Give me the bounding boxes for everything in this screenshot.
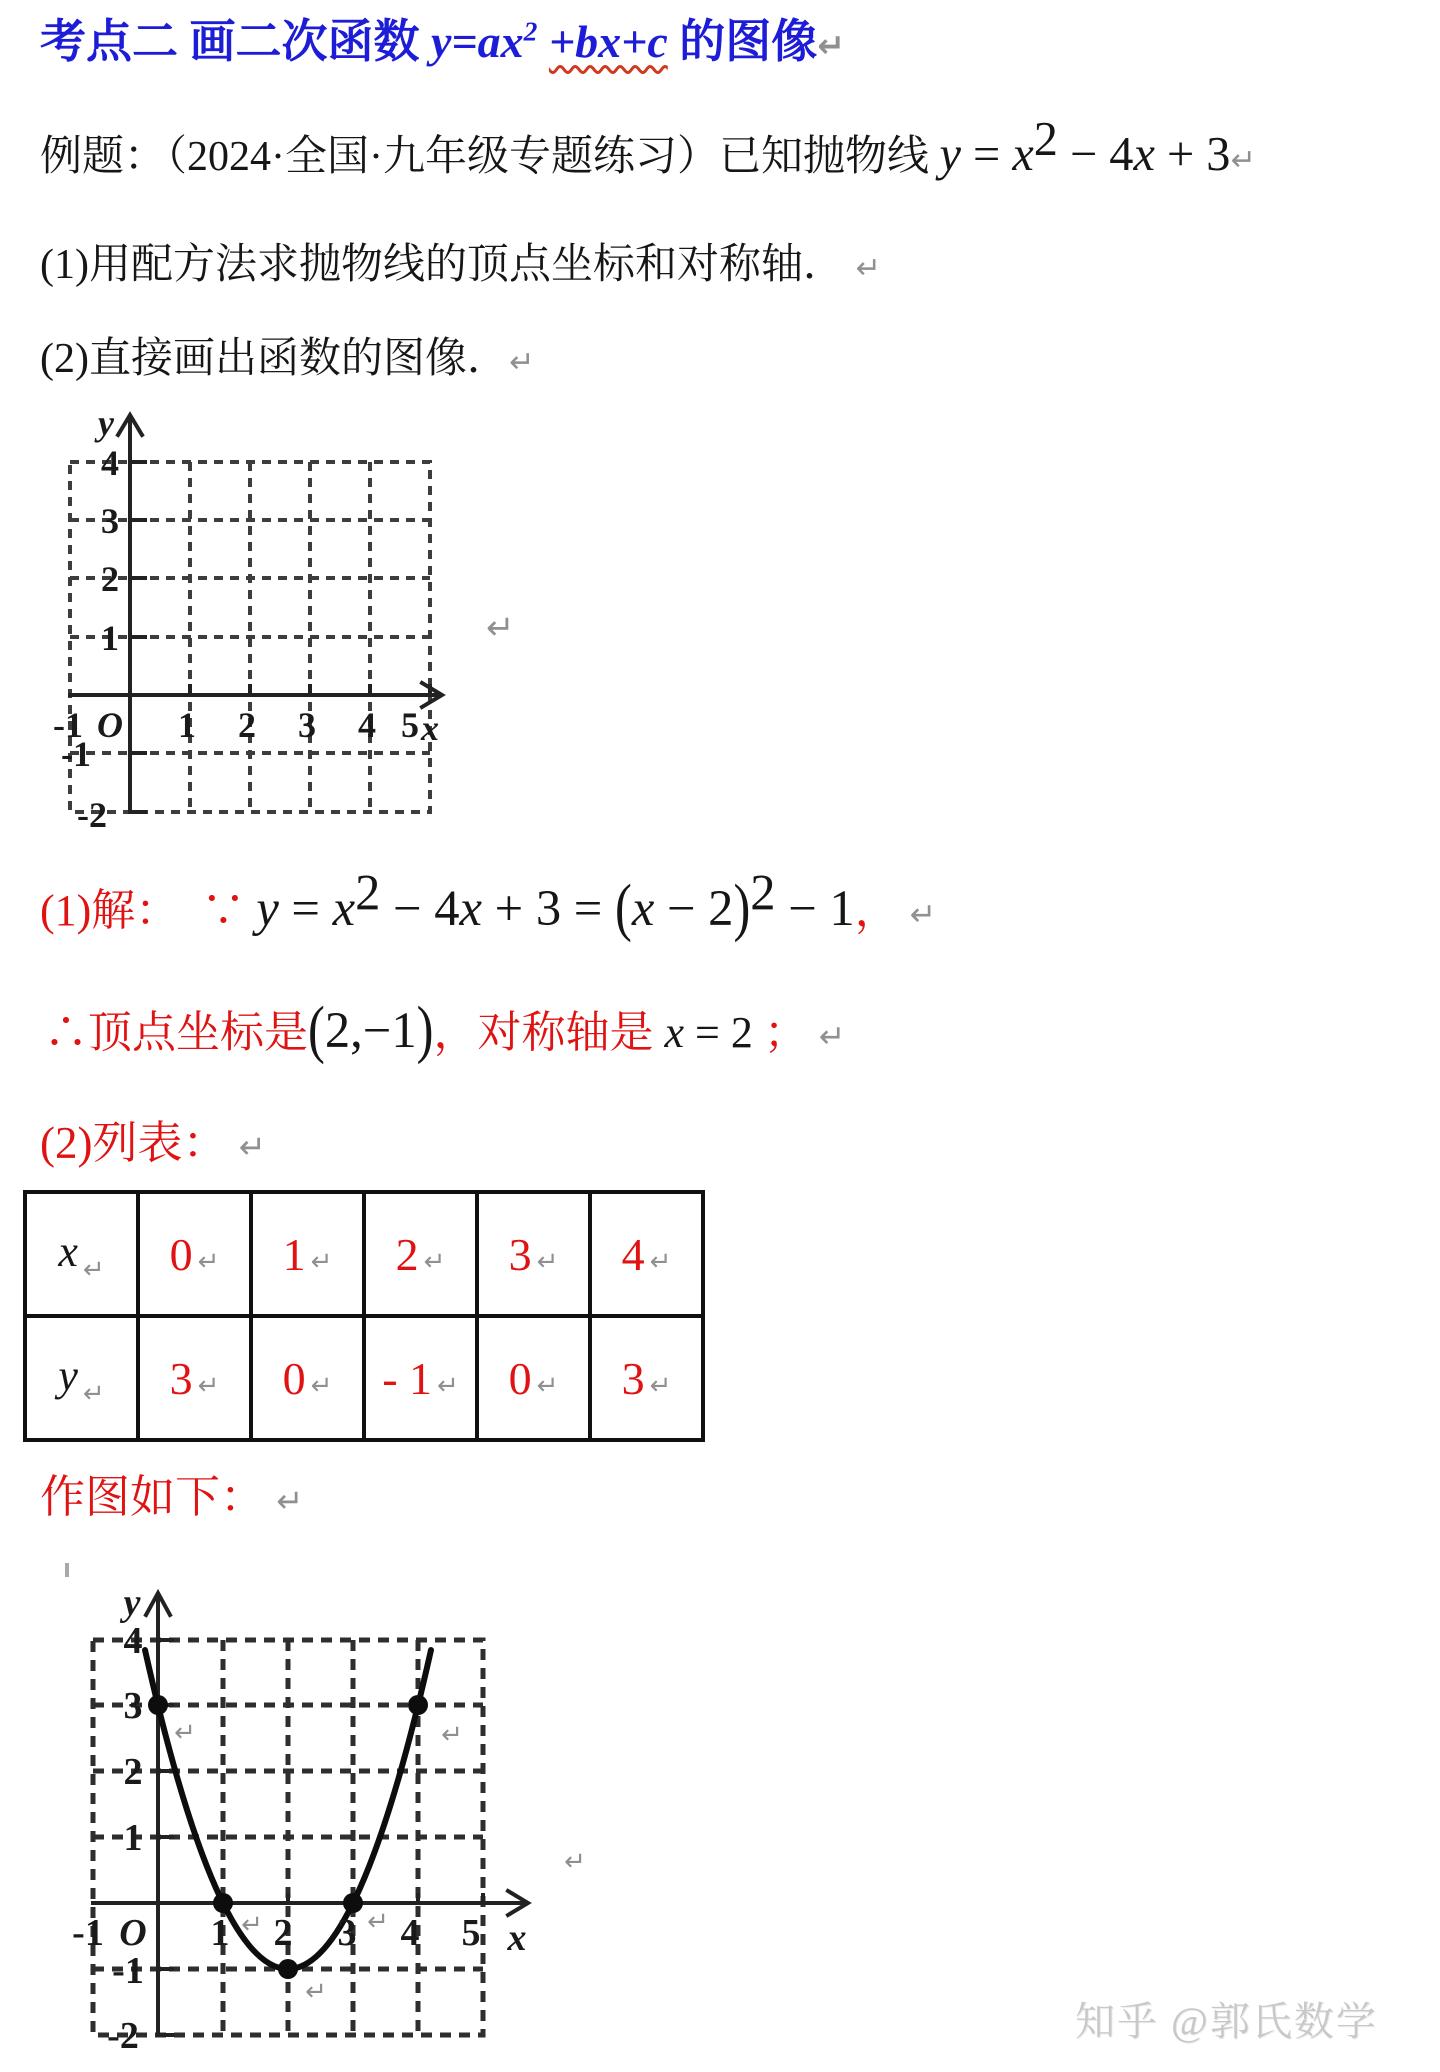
- text-segment: ↵: [909, 897, 937, 933]
- y-variable: y: [58, 1350, 78, 1400]
- x-tick-label: 3: [298, 705, 316, 745]
- text-segment: [179, 886, 201, 935]
- x-tick-label: 1: [178, 705, 196, 745]
- paragraph-mark: ↵: [310, 1246, 333, 1277]
- text-segment: (: [614, 870, 632, 943]
- text-segment: − 4: [1057, 128, 1134, 181]
- text-segment: 例题：（2024·全国·九年级专题练习）已知抛物线: [40, 134, 940, 180]
- text-segment: ↵: [508, 345, 535, 380]
- text-segment: − 4: [380, 880, 460, 936]
- solution-line-1: [40, 864, 937, 943]
- x-tick-label: 1: [210, 1912, 230, 1954]
- text-segment: 2: [1033, 113, 1058, 166]
- x-axis-label: x: [507, 1917, 527, 1959]
- y-tick-label: -1: [61, 734, 91, 774]
- text-segment: x: [1133, 128, 1155, 181]
- text-segment: ↵: [817, 26, 846, 65]
- parabola-graph: [40, 1555, 640, 2072]
- text-segment: [227, 1118, 238, 1168]
- data-point: [278, 1959, 298, 1979]
- x-tick-label: -1: [72, 1912, 104, 1954]
- table-row-x: [25, 1192, 703, 1316]
- text-segment: (2)直接画出函数的图像．: [40, 336, 509, 382]
- paragraph-mark: ↵: [174, 1718, 196, 1748]
- paragraph-mark: ↵: [486, 608, 515, 648]
- text-segment: ): [733, 870, 751, 943]
- subquestion-2: [40, 332, 534, 387]
- x-tick-label: 5: [401, 705, 419, 745]
- text-segment: 2: [355, 864, 381, 921]
- text-segment: [899, 886, 910, 935]
- text-segment: − 2: [654, 880, 734, 936]
- table-cell: 3 ↵: [138, 1316, 251, 1440]
- text-segment: [537, 16, 549, 67]
- y-tick-label: 1: [101, 618, 119, 658]
- text-segment: x: [664, 1008, 685, 1057]
- data-point: [148, 1695, 168, 1715]
- y-tick-label: -2: [77, 795, 107, 835]
- origin-label: O: [119, 1912, 147, 1954]
- paragraph-mark: ↵: [536, 1370, 559, 1401]
- x-variable: x: [58, 1226, 78, 1276]
- text-segment: − 1: [775, 880, 855, 936]
- data-point: [213, 1893, 233, 1913]
- text-segment: y: [939, 128, 961, 181]
- paragraph-mark: ↵: [367, 1907, 389, 1937]
- x-tick-label: 4: [358, 705, 376, 745]
- x-axis-label: x: [421, 708, 439, 748]
- value-table: [23, 1190, 705, 1442]
- text-segment: (1)解：: [40, 886, 180, 935]
- data-point: [408, 1695, 428, 1715]
- text-segment: ↵: [238, 1128, 266, 1166]
- text-segment: ↵: [276, 1482, 304, 1520]
- x-tick-label: -1: [53, 705, 83, 745]
- y-tick-label: -1: [112, 1950, 144, 1992]
- y-axis-label: y: [123, 1582, 141, 1624]
- table-cell: 0 ↵: [251, 1316, 364, 1440]
- x-tick-label: 4: [400, 1912, 420, 1954]
- text-segment: ，: [433, 1008, 478, 1057]
- y-tick-label: 2: [101, 559, 119, 599]
- y-tick-label: 4: [123, 1620, 143, 1662]
- subquestion-1: [40, 238, 881, 293]
- table-cell: - 1 ↵: [364, 1316, 477, 1440]
- paragraph-mark: ↵: [441, 1720, 463, 1750]
- table-cell-var-x: [25, 1192, 138, 1316]
- text-segment: x: [332, 880, 356, 936]
- y-tick-label: -2: [107, 2015, 139, 2057]
- text-segment: ∵: [201, 886, 257, 935]
- table-cell: 0 ↵: [477, 1316, 590, 1440]
- text-segment: x: [631, 880, 655, 936]
- text-segment: 2,−1: [324, 1002, 417, 1058]
- text-segment: ↵: [1230, 143, 1256, 178]
- y-tick-label: 1: [123, 1817, 143, 1859]
- paragraph-mark: ↵: [197, 1246, 220, 1277]
- text-segment: x: [459, 880, 482, 936]
- text-segment: ): [416, 992, 434, 1065]
- text-segment: y=ax: [431, 16, 524, 67]
- text-segment: [845, 242, 856, 288]
- text-segment: 对称轴是: [477, 1008, 654, 1057]
- text-segment: x: [1012, 128, 1034, 181]
- text-segment: [808, 1008, 819, 1057]
- table-cell-var-y: [25, 1316, 138, 1440]
- text-segment: 2: [750, 864, 776, 921]
- paragraph-mark: ↵: [241, 1910, 263, 1940]
- text-segment: ↵: [818, 1019, 846, 1055]
- text-segment: ；: [752, 1008, 808, 1057]
- paragraph-mark: ↵: [310, 1370, 333, 1401]
- watermark: 知乎 @郭氏数学: [1075, 1999, 1378, 2044]
- text-segment: +bx+c: [548, 16, 668, 67]
- paragraph-mark: ↵: [82, 1378, 105, 1409]
- text-segment: 2: [523, 15, 538, 47]
- paragraph-mark: ↵: [82, 1254, 105, 1285]
- paragraph-mark: ↵: [437, 1370, 459, 1401]
- table-row-y: [25, 1316, 703, 1440]
- paragraph-mark: ↵: [197, 1370, 220, 1401]
- y-tick-label: 4: [101, 443, 119, 483]
- table-cell: 0 ↵: [138, 1192, 251, 1316]
- text-segment: = 2: [684, 1008, 753, 1057]
- scan-artifact-mark: [65, 1563, 69, 1577]
- text-segment: =: [960, 128, 1013, 181]
- table-cell: 3 ↵: [477, 1192, 590, 1316]
- y-tick-label: 2: [123, 1751, 143, 1793]
- y-axis-label: y: [98, 403, 114, 443]
- text-segment: [265, 1472, 276, 1522]
- paragraph-mark: ↵: [649, 1246, 672, 1277]
- example-problem-line: [40, 113, 1256, 187]
- y-tick-label: 3: [123, 1685, 143, 1727]
- x-tick-label: 3: [337, 1912, 357, 1954]
- text-segment: 的图像: [667, 16, 818, 67]
- text-segment: 作图如下：: [40, 1472, 266, 1522]
- text-segment: (2)列表：: [40, 1118, 228, 1168]
- text-segment: (: [308, 992, 325, 1065]
- table-cell: 2 ↵: [364, 1192, 477, 1316]
- text-segment: (1)用配方法求抛物线的顶点坐标和对称轴．: [40, 242, 845, 288]
- text-segment: 考点二 画二次函数: [40, 16, 431, 67]
- graph-section-label: [40, 1468, 303, 1527]
- table-cell: 1 ↵: [251, 1192, 364, 1316]
- text-segment: + 3: [1154, 128, 1231, 181]
- blank-coordinate-grid: [30, 395, 500, 865]
- text-segment: ↵: [855, 251, 881, 286]
- paragraph-mark: ↵: [649, 1370, 672, 1401]
- text-segment: ，: [854, 886, 899, 935]
- y-tick-label: 3: [101, 501, 119, 541]
- data-point: [343, 1893, 363, 1913]
- paragraph-mark: ↵: [305, 1977, 327, 2007]
- paragraph-mark: ↵: [564, 1847, 586, 1877]
- x-tick-label: 2: [273, 1912, 293, 1954]
- text-segment: + 3 =: [482, 880, 615, 936]
- text-segment: =: [278, 880, 333, 936]
- text-segment: ∴顶点坐标是: [44, 1008, 308, 1057]
- x-tick-label: 5: [461, 1912, 481, 1954]
- section-heading: [40, 12, 845, 72]
- table-cell: 4 ↵: [590, 1192, 703, 1316]
- paragraph-mark: ↵: [536, 1246, 559, 1277]
- origin-label: O: [97, 705, 123, 745]
- text-segment: y: [256, 880, 279, 936]
- x-tick-label: 2: [238, 705, 256, 745]
- solution-line-2: [44, 992, 846, 1065]
- table-section-label: [40, 1114, 266, 1173]
- text-segment: [654, 1008, 665, 1057]
- paragraph-mark: ↵: [423, 1246, 446, 1277]
- table-cell: 3 ↵: [590, 1316, 703, 1440]
